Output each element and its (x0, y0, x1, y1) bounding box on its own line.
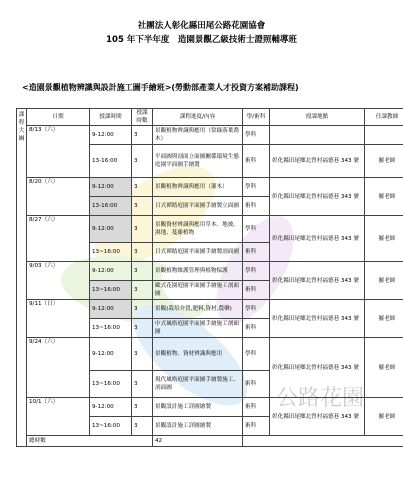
table-cell: 9-12:00 (90, 338, 132, 371)
table-cell: 3 (132, 262, 153, 281)
table-cell: 羅老師 (365, 178, 403, 216)
table-cell: 羅老師 (365, 398, 403, 436)
table-cell: 羅老師 (365, 145, 403, 178)
table-cell: 學科 (243, 216, 270, 243)
table-cell: 9-12:00 (90, 300, 132, 319)
header-hours: 授課時數 (132, 109, 153, 126)
table-cell: 9/11（日） (27, 300, 90, 338)
table-cell: 9-12:00 (90, 216, 132, 243)
table-cell: 學科 (243, 300, 270, 319)
table-row (17, 262, 403, 281)
table-cell: 景觀設計施工詳圖繪製 (153, 417, 243, 436)
header-date: 日期 (27, 109, 90, 126)
program-title: 105 年下半年度 造園景觀乙級技術士證照輔導班 (106, 35, 297, 45)
table-cell (365, 126, 403, 145)
table-cell: 彰化縣田尾鄉北曾村福德巷 343 號 (270, 145, 365, 178)
table-row (17, 178, 403, 197)
table-cell: 景觀植物維護管理與植物保護 (153, 262, 243, 281)
header-content: 課程進度/內容 (153, 109, 243, 126)
table-cell: 8/13（六） (27, 126, 90, 178)
table-cell: 景觀資材辨識與應用草本、地被、濕地、蔓藤植物 (153, 216, 243, 243)
outline-column: 課 程 大 綱 (17, 109, 27, 447)
header-time: 授課時間 (90, 109, 132, 126)
table-cell: 3 (132, 398, 153, 417)
table-cell: 平面圖與剖面立面圖關係環境生態庭園平面圖手繪製 (153, 145, 243, 178)
table-cell: 3 (132, 319, 153, 338)
table-cell (243, 436, 403, 447)
table-cell: 13~16:00 (90, 417, 132, 436)
table-cell: 13~16:00 (90, 319, 132, 338)
table-cell: 10/1（六） (27, 398, 90, 436)
table-cell: 8/20（六） (27, 178, 90, 216)
table-cell: 彰化縣田尾鄉北曾村福德巷 343 號 (270, 300, 365, 338)
table-cell (270, 126, 365, 145)
table-cell: 術科 (243, 197, 270, 216)
table-cell: 8/27（六） (27, 216, 90, 262)
table-cell: 術科 (243, 398, 270, 417)
table-cell: 歐式花園庭園平面圖手繪施工剖面圖 (153, 281, 243, 300)
table-row (17, 216, 403, 243)
table-cell: 3 (132, 243, 153, 262)
table-cell: 彰化縣田尾鄉北曾村福德巷 343 號 (270, 178, 365, 216)
table-cell: 3 (132, 281, 153, 300)
course-subtitle: <造園景觀植物辨識與設計施工圖手繪班>(勞動部產業人才投資方案補助課程) (22, 83, 299, 92)
table-cell: 學科 (243, 262, 270, 281)
table-cell: 術科 (243, 243, 270, 262)
table-cell: 9-12:00 (90, 398, 132, 417)
header-venue: 授課地點 (270, 109, 365, 126)
table-cell: 術科 (243, 281, 270, 300)
header-type: 學/術科 (243, 109, 270, 126)
table-row (17, 300, 403, 319)
table-cell: 羅老師 (365, 300, 403, 338)
table-cell: 13-16:00 (90, 197, 132, 216)
table-cell: 3 (132, 338, 153, 371)
table-cell: 學科 (243, 126, 270, 145)
table-cell: 3 (132, 126, 153, 145)
table-cell: 景觀設計施工詳圖繪製 (153, 398, 243, 417)
table-cell: 3 (132, 417, 153, 436)
table-cell: 現代風格庭園平面圖手繪製施工、剖面圖 (153, 371, 243, 398)
table-cell: 3 (132, 216, 153, 243)
table-cell: 學科 (243, 178, 270, 197)
table-cell: 術科 (243, 417, 270, 436)
table-cell: 3 (132, 178, 153, 197)
total-label: 總時數 (27, 436, 153, 447)
table-cell: 彰化縣田尾鄉北曾村福德巷 343 號 (270, 216, 365, 262)
table-cell: 9-12:00 (90, 126, 132, 145)
table-cell: 景觀植物辨識與應用（灌木） (153, 178, 243, 197)
organization-title: 社團法人彰化縣田尾公路花園協會 (137, 21, 266, 31)
table-header-row (17, 109, 403, 126)
table-cell: 9-12:00 (90, 178, 132, 197)
table-cell: 景觀植物辨識與應用（常綠落葉喬木） (153, 126, 243, 145)
table-cell: 術科 (243, 145, 270, 178)
table-cell: 中式風格庭園平面圖手繪施工剖面圖 (153, 319, 243, 338)
table-cell: 彰化縣田尾鄉北曾村福德巷 343 號 (270, 338, 365, 398)
header-teacher: 任課教師 (365, 109, 403, 126)
table-cell: 景觀(栽培介質,肥料,資材,農藥) (153, 300, 243, 319)
table-cell: 羅老師 (365, 262, 403, 300)
table-cell: 9/24（六） (27, 338, 90, 398)
table-cell: 3 (132, 300, 153, 319)
table-row (17, 338, 403, 371)
table-cell: 術科 (243, 319, 270, 338)
table-cell: 9/03（六） (27, 262, 90, 300)
total-row (17, 436, 403, 447)
table-cell: 彰化縣田尾鄉北曾村福德巷 343 號 (270, 262, 365, 300)
watermark-text: 公路花園 (275, 386, 365, 411)
table-cell: 3 (132, 145, 153, 178)
table-cell: 羅老師 (365, 338, 403, 398)
table-cell: 3 (132, 197, 153, 216)
table-cell: 學科 (243, 338, 270, 371)
table-cell: 9-12:00 (90, 262, 132, 281)
table-cell: 13~16:00 (90, 243, 132, 262)
table-cell: 日式禪踏庭園平面圖手繪製立面圖 (153, 197, 243, 216)
total-hours: 42 (153, 436, 243, 447)
table-cell: 3 (132, 371, 153, 398)
table-cell: 彰化縣田尾鄉北曾村福德巷 343 號 (270, 398, 365, 436)
table-row (17, 126, 403, 145)
table-cell: 術科 (243, 371, 270, 398)
table-cell: 13-16:00 (90, 145, 132, 178)
table-cell: 13~16:00 (90, 281, 132, 300)
table-cell: 羅老師 (365, 216, 403, 262)
table-cell: 景觀植物、資材辨識與應用 (153, 338, 243, 371)
table-cell: 13~16:00 (90, 371, 132, 398)
table-row (17, 398, 403, 417)
schedule-table (16, 108, 403, 447)
table-cell: 日式禪踏庭園平面圖手繪製剖面圖 (153, 243, 243, 262)
